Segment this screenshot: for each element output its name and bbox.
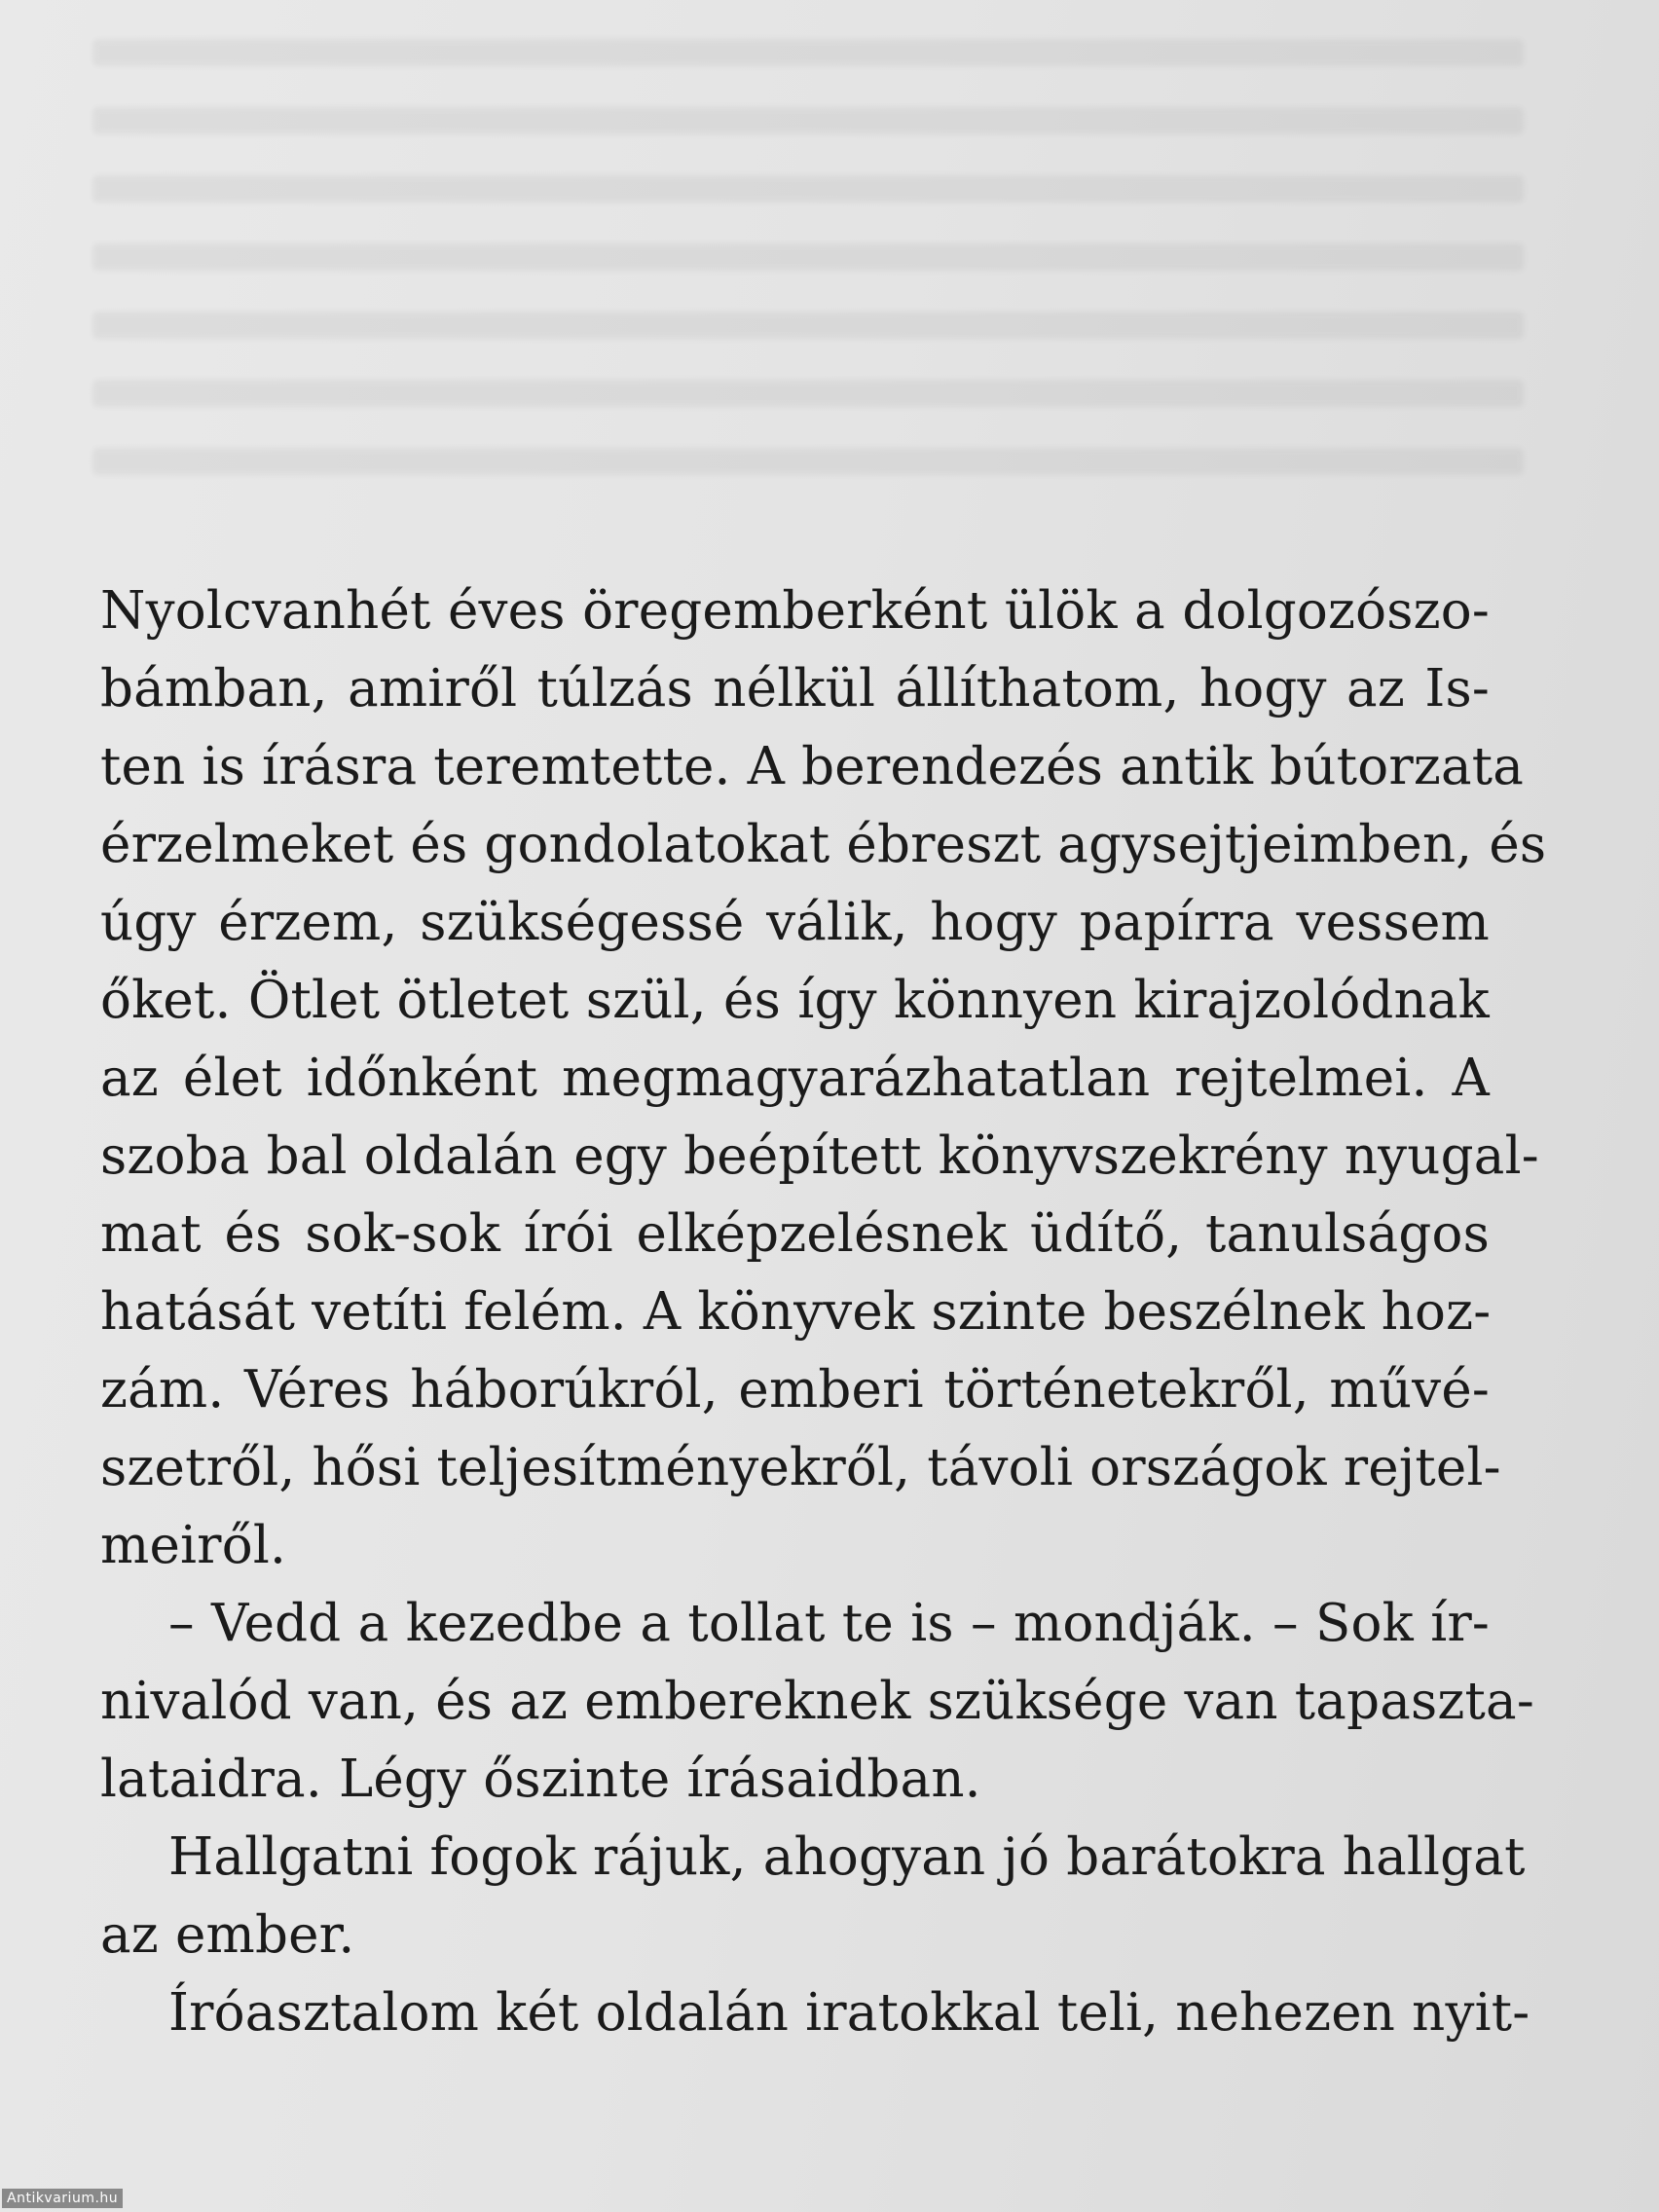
text-line: zám. Véres háborúkról, emberi történetekről, művé- xyxy=(100,1360,1490,1419)
text-line: úgy érzem, szükségessé válik, hogy papírra vessem xyxy=(100,893,1490,952)
reverse-side-show-through xyxy=(92,39,1524,526)
text-line: ten is írásra teremtette. A berendezés antik bútorzata xyxy=(100,737,1525,796)
text-line: az élet időnként megmagyarázhatatlan rejtelmei. A xyxy=(100,1049,1490,1108)
text-line: bámban, amiről túlzás nélkül állíthatom, hogy az Is- xyxy=(100,659,1490,719)
text-line: őket. Ötlet ötletet szül, és így könnyen kirajzolódnak xyxy=(100,971,1490,1030)
text-line: szoba bal oldalán egy beépített könyvszekrény nyugal- xyxy=(100,1126,1539,1186)
text-line: hatását vetíti felém. A könyvek szinte beszélnek hoz- xyxy=(100,1282,1492,1342)
text-line: meiről. xyxy=(100,1516,287,1575)
text-line: lataidra. Légy őszinte írásaidban. xyxy=(100,1750,981,1809)
text-line: az ember. xyxy=(100,1905,355,1965)
text-line: – Vedd a kezedbe a tollat te is – mondják. – Sok ír- xyxy=(168,1594,1490,1653)
body-text xyxy=(100,572,1547,2052)
text-line: szetről, hősi teljesítményekről, távoli országok rejtel- xyxy=(100,1438,1501,1497)
text-line: mat és sok-sok írói elképzelésnek üdítő, tanulságos xyxy=(100,1204,1490,1264)
text-line: Íróasztalom két oldalán iratokkal teli, nehezen nyit- xyxy=(168,1983,1530,2043)
text-line: Nyolcvanhét éves öregemberként ülök a dolgozószo- xyxy=(100,581,1490,641)
watermark: Antikvarium.hu xyxy=(2,2189,123,2208)
text-line: érzelmeket és gondolatokat ébreszt agysejtjeimben, és xyxy=(100,815,1547,874)
text-line: Hallgatni fogok rájuk, ahogyan jó barátokra hallgat xyxy=(168,1827,1526,1887)
text-line: nivalód van, és az embereknek szüksége van tapaszta- xyxy=(100,1672,1534,1731)
